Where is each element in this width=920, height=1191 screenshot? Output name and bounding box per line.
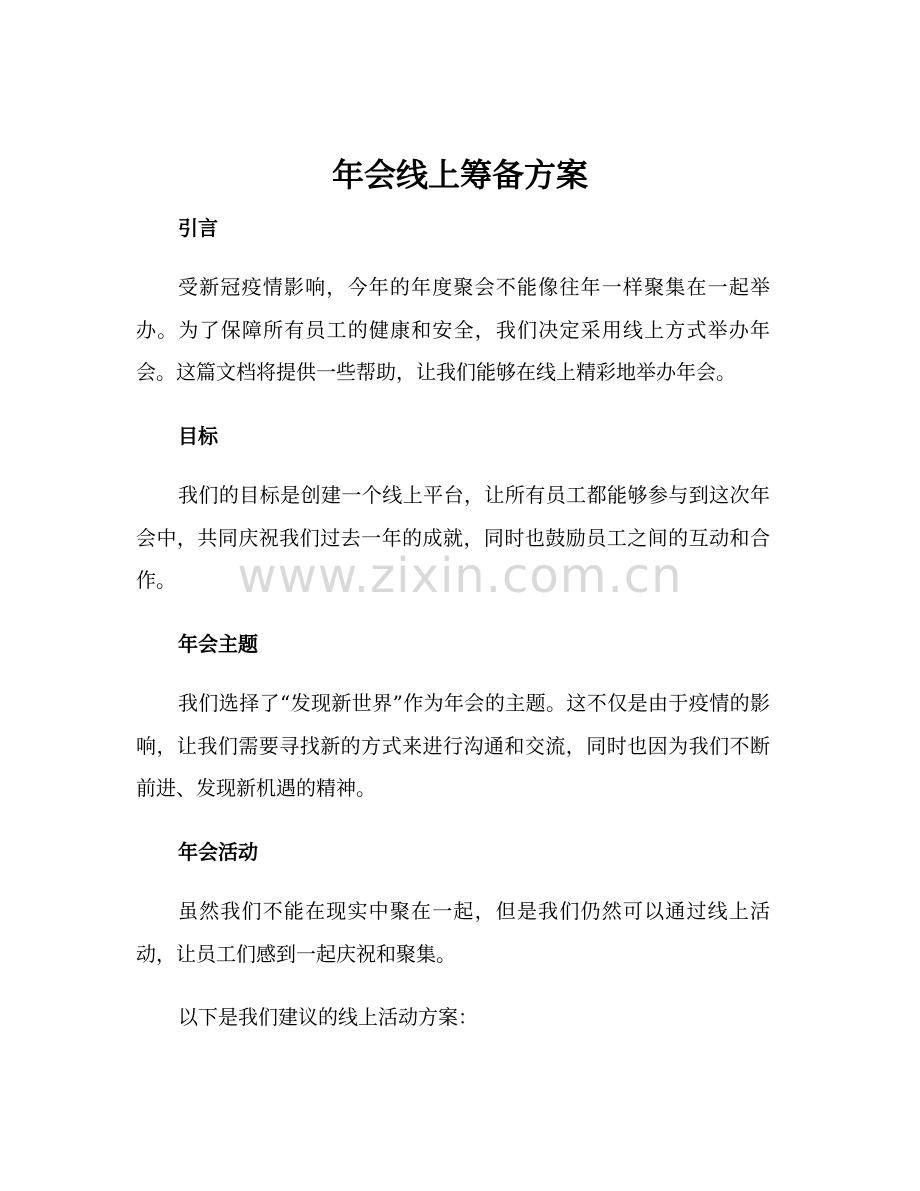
- section-paragraph-activities: 虽然我们不能在现实中聚在一起，但是我们仍然可以通过线上活动，让员工们感到一起庆祝和聚集。: [136, 899, 770, 966]
- section-paragraph-intro: 受新冠疫情影响，今年的年度聚会不能像往年一样聚集在一起举办。为了保障所有员工的健康和安全，我们决定采用线上方式举办年会。这篇文档将提供一些帮助，让我们能够在线上精彩地举办年会。: [136, 275, 770, 384]
- section-heading-goal: 目标: [178, 424, 218, 448]
- section-heading-theme: 年会主题: [178, 632, 258, 656]
- section-paragraph-goal: 我们的目标是创建一个线上平台，让所有员工都能够参与到这次年会中，共同庆祝我们过去一年的成就，同时也鼓励员工之间的互动和合作。: [136, 483, 770, 592]
- section-paragraph-activities-list-intro: 以下是我们建议的线上活动方案：: [178, 1005, 478, 1029]
- section-paragraph-theme: 我们选择了“发现新世界”作为年会的主题。这不仅是由于疫情的影响，让我们需要寻找新的方式来进行沟通和交流，同时也因为我们不断前进、发现新机遇的精神。: [136, 691, 770, 800]
- section-heading-intro: 引言: [178, 216, 218, 240]
- document-title: 年会线上筹备方案: [331, 156, 588, 194]
- section-heading-activities: 年会活动: [178, 840, 258, 864]
- watermark: www.zixin.com.cn: [237, 548, 683, 604]
